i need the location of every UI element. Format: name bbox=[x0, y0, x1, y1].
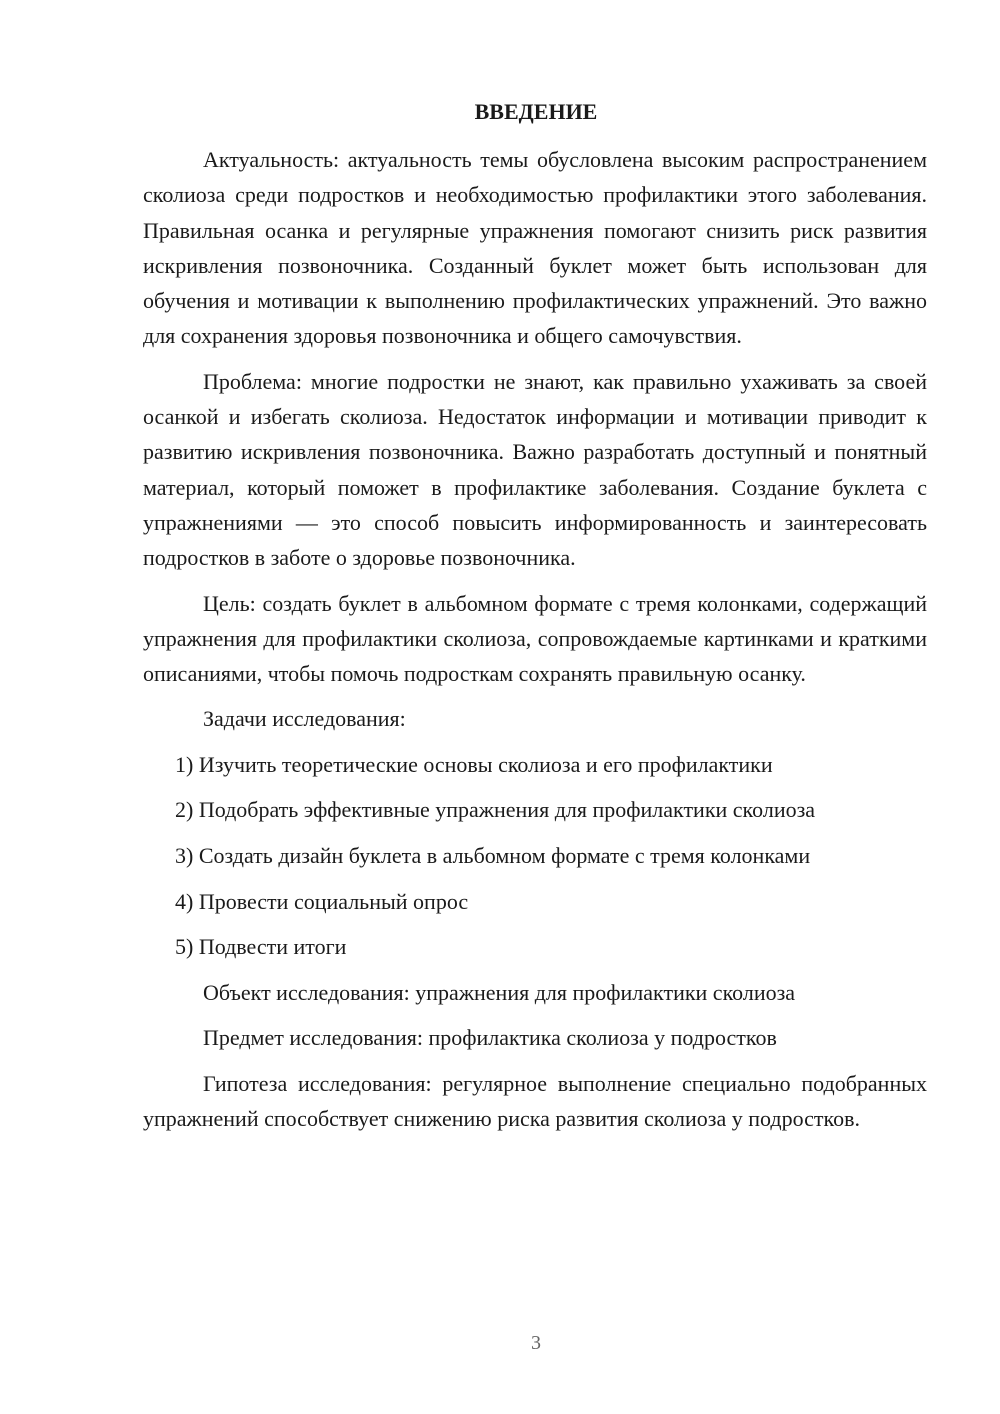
task-item-4: 4) Провести социальный опрос bbox=[175, 888, 469, 914]
task-item-3: 3) Создать дизайн буклета в альбомном формате с тремя колонками bbox=[175, 842, 811, 868]
tasks-heading: Задачи исследования: bbox=[203, 706, 406, 732]
problem-paragraph: Проблема: многие подростки не знают, как правильно ухаживать за своей осанкой и избегать сколиоза. Недостаток информации и мотивации приводит к развитию искривления позвоночника. Важно разработать доступный и понятный материал, который поможет в профилактике заболевания. Создание буклета с упражнениями — это способ повысить информированность и заинтересовать подростков в заботе о здоровье позвоночника. bbox=[143, 368, 927, 571]
page-number: 3 bbox=[531, 1332, 541, 1354]
research-subject: Предмет исследования: профилактика сколиоза у подростков bbox=[203, 1025, 777, 1051]
task-item-1: 1) Изучить теоретические основы сколиоза и его профилактики bbox=[175, 751, 773, 777]
task-item-5: 5) Подвести итоги bbox=[175, 934, 347, 960]
page-title: ВВЕДЕНИЕ bbox=[474, 99, 598, 124]
tasks-list bbox=[143, 747, 927, 965]
research-object: Объект исследования: упражнения для профилактики сколиоза bbox=[203, 979, 796, 1005]
hypothesis-paragraph: Гипотеза исследования: регулярное выполнение специально подобранных упражнений способствует снижению риска развития сколиоза у подростков. bbox=[143, 1070, 927, 1132]
goal-paragraph: Цель: создать буклет в альбомном формате с тремя колонками, содержащий упражнения для профилактики сколиоза, сопровождаемые картинками и краткими описаниями, чтобы помочь подросткам сохранять правильную осанку. bbox=[143, 590, 927, 687]
relevance-paragraph: Актуальность: актуальность темы обусловлена высоким распространением сколиоза среди подростков и необходимостью профилактики этого заболевания. Правильная осанка и регулярные упражнения помогают снизить риск развития искривления позвоночника. Созданный буклет может быть использован для обучения и мотивации к выполнению профилактических упражнений. Это важно для сохранения здоровья позвоночника и общего самочувствия. bbox=[143, 147, 927, 349]
document-body bbox=[143, 94, 927, 1137]
task-item-2: 2) Подобрать эффективные упражнения для профилактики сколиоза bbox=[175, 797, 816, 823]
